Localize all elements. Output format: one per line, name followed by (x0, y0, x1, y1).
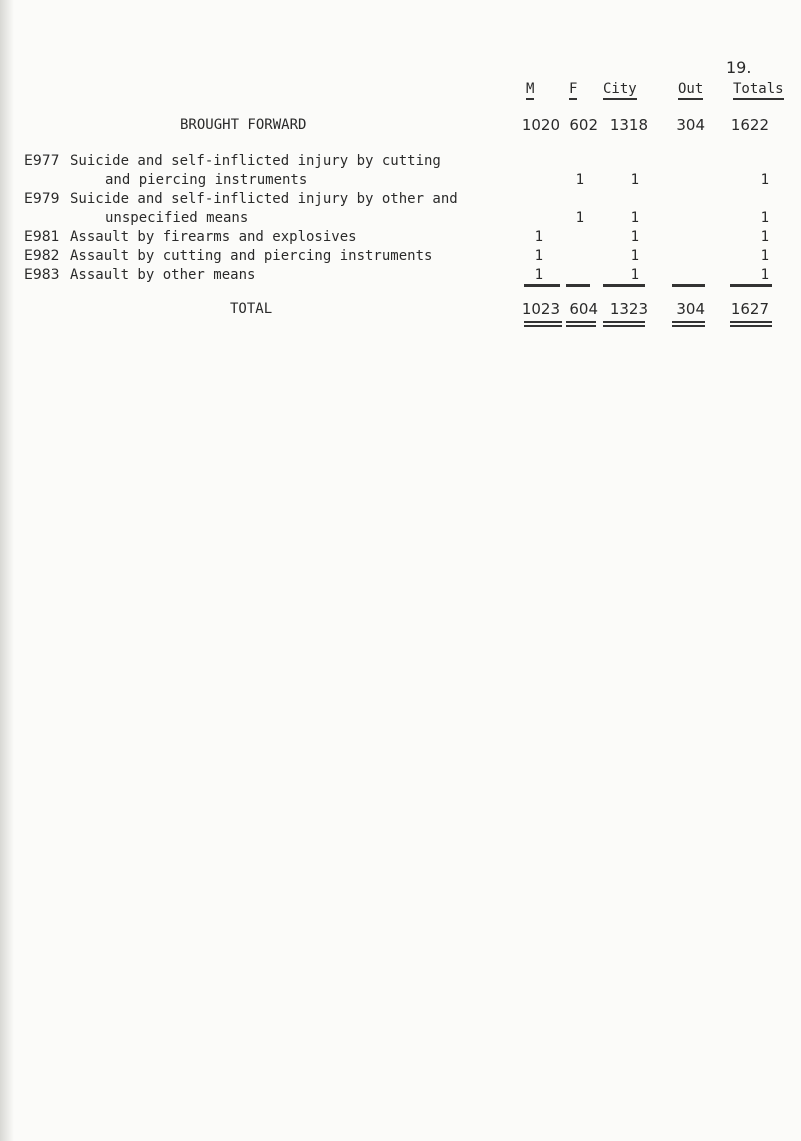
col-header-totals: Totals (733, 81, 784, 97)
total-totals: 1627 (730, 300, 769, 318)
row-description: Assault by other means (70, 267, 256, 283)
row-f: 1 (575, 172, 584, 188)
row-code: E979 (24, 191, 60, 207)
brought-forward-out: 304 (676, 116, 705, 134)
subtotal-rule-f (566, 284, 590, 287)
row-city: 1 (630, 172, 639, 188)
page-number: 19. (726, 58, 752, 77)
total-out: 304 (676, 300, 705, 318)
row-description: Suicide and self-inflicted injury by other and (70, 191, 458, 207)
total-m: 1023 (521, 300, 560, 318)
row-city: 1 (630, 248, 639, 264)
row-totals: 1 (760, 248, 769, 264)
total-double-rule-out (672, 321, 705, 327)
row-code: E982 (24, 248, 60, 264)
total-label: TOTAL (230, 301, 273, 317)
col-header-city: City (603, 81, 637, 97)
col-header-f: F (569, 81, 577, 97)
row-m: 1 (534, 248, 543, 264)
col-header-out: Out (678, 81, 703, 97)
row-m: 1 (534, 267, 543, 283)
row-code: E977 (24, 153, 60, 169)
row-description: Assault by cutting and piercing instruments (70, 248, 433, 264)
page-edge-shadow (0, 0, 14, 1141)
brought-forward-label: BROUGHT FORWARD (180, 117, 307, 133)
brought-forward-totals: 1622 (730, 116, 769, 134)
total-double-rule-totals (730, 321, 772, 327)
row-description-cont: and piercing instruments (105, 172, 308, 188)
row-description-cont: unspecified means (105, 210, 249, 226)
total-f: 604 (569, 300, 598, 318)
total-double-rule-city (603, 321, 645, 327)
brought-forward-f: 602 (569, 116, 598, 134)
row-description: Suicide and self-inflicted injury by cutting (70, 153, 441, 169)
col-header-m: M (526, 81, 534, 97)
row-totals: 1 (760, 172, 769, 188)
brought-forward-m: 1020 (521, 116, 560, 134)
row-m: 1 (534, 229, 543, 245)
subtotal-rule-m (524, 284, 560, 287)
row-totals: 1 (760, 229, 769, 245)
row-code: E981 (24, 229, 60, 245)
row-code: E983 (24, 267, 60, 283)
row-city: 1 (630, 210, 639, 226)
subtotal-rule-out (672, 284, 705, 287)
row-city: 1 (630, 267, 639, 283)
row-f: 1 (575, 210, 584, 226)
row-description: Assault by firearms and explosives (70, 229, 357, 245)
subtotal-rule-totals (730, 284, 772, 287)
row-totals: 1 (760, 210, 769, 226)
total-double-rule-f (566, 321, 596, 327)
total-double-rule-m (524, 321, 562, 327)
total-city: 1323 (609, 300, 648, 318)
row-city: 1 (630, 229, 639, 245)
subtotal-rule-city (603, 284, 645, 287)
row-totals: 1 (760, 267, 769, 283)
brought-forward-city: 1318 (609, 116, 648, 134)
